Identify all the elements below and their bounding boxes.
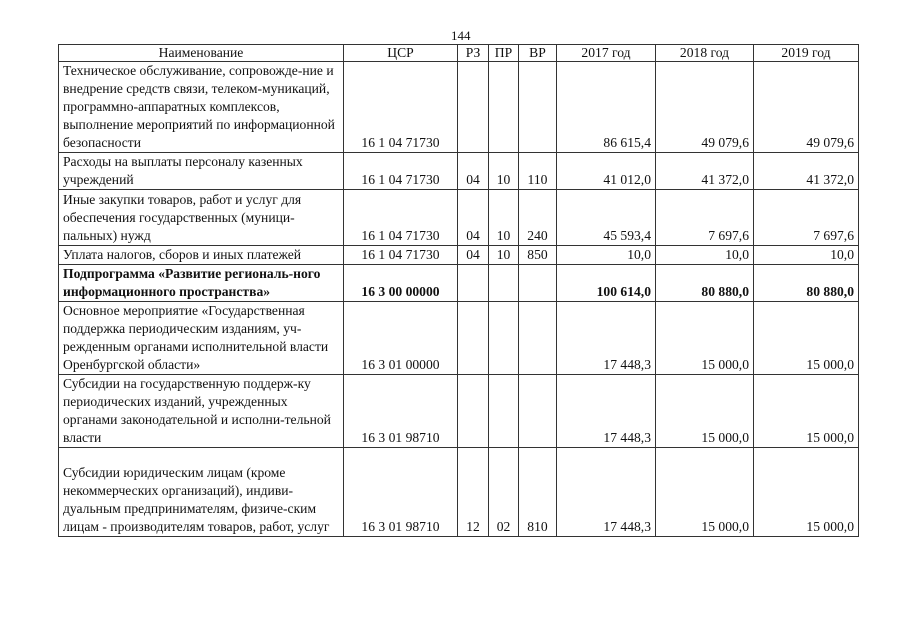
table-row <box>59 246 859 265</box>
table-header-row <box>59 45 859 62</box>
row-vr-cell <box>519 62 557 153</box>
row-name-cell: Субсидии юридическим лицам (кроме некоммерческих организаций), индиви-дуальным предпринимателям, физиче-ским лицам - производителям товаров, работ, услуг <box>59 448 344 537</box>
row-pr-cell <box>489 375 519 448</box>
row-2018-cell: 49 079,6 <box>656 62 754 153</box>
row-2018-cell: 41 372,0 <box>656 153 754 190</box>
row-pr-cell <box>489 62 519 153</box>
table-row <box>59 302 859 375</box>
table-row <box>59 265 859 302</box>
row-csr-cell: 16 3 01 00000 <box>344 302 458 375</box>
row-vr-cell <box>519 265 557 302</box>
row-2019-cell: 80 880,0 <box>754 265 859 302</box>
row-csr-cell: 16 1 04 71730 <box>344 190 458 246</box>
row-2018-cell: 10,0 <box>656 246 754 265</box>
row-vr-cell: 850 <box>519 246 557 265</box>
row-vr-cell <box>519 302 557 375</box>
row-vr-cell <box>519 375 557 448</box>
header-2019: 2019 год <box>754 45 859 62</box>
page-number: 144 <box>451 28 471 43</box>
row-rz-cell: 04 <box>458 246 489 265</box>
row-rz-cell <box>458 62 489 153</box>
row-rz-cell <box>458 265 489 302</box>
row-2019-cell: 10,0 <box>754 246 859 265</box>
table-row <box>59 448 859 537</box>
row-2017-cell: 10,0 <box>557 246 656 265</box>
row-name-cell: Уплата налогов, сборов и иных платежей <box>59 246 344 265</box>
row-pr-cell <box>489 265 519 302</box>
row-2018-cell: 15 000,0 <box>656 302 754 375</box>
row-pr-cell: 02 <box>489 448 519 537</box>
table-row <box>59 375 859 448</box>
row-rz-cell: 12 <box>458 448 489 537</box>
row-name-cell: Субсидии на государственную поддерж-ку периодических изданий, учрежденных органами законодательной и исполни-тельной власти <box>59 375 344 448</box>
row-2018-cell: 80 880,0 <box>656 265 754 302</box>
header-rz: РЗ <box>458 45 489 62</box>
row-2017-cell: 17 448,3 <box>557 302 656 375</box>
row-pr-cell: 10 <box>489 153 519 190</box>
row-rz-cell <box>458 375 489 448</box>
row-2017-cell: 17 448,3 <box>557 375 656 448</box>
row-csr-cell: 16 3 01 98710 <box>344 375 458 448</box>
row-rz-cell: 04 <box>458 190 489 246</box>
row-pr-cell: 10 <box>489 246 519 265</box>
row-vr-cell: 240 <box>519 190 557 246</box>
row-2017-cell: 45 593,4 <box>557 190 656 246</box>
row-csr-cell: 16 3 00 00000 <box>344 265 458 302</box>
row-2019-cell: 15 000,0 <box>754 448 859 537</box>
header-csr: ЦСР <box>344 45 458 62</box>
row-2019-cell: 15 000,0 <box>754 375 859 448</box>
row-2018-cell: 7 697,6 <box>656 190 754 246</box>
table-row <box>59 62 859 153</box>
row-vr-cell: 810 <box>519 448 557 537</box>
row-name-cell: Основное мероприятие «Государственная поддержка периодическим изданиям, уч-режденным органами исполнительной власти Оренбургской области» <box>59 302 344 375</box>
header-2017: 2017 год <box>557 45 656 62</box>
table-row <box>59 190 859 246</box>
row-name-cell: Расходы на выплаты персоналу казенных учреждений <box>59 153 344 190</box>
row-2018-cell: 15 000,0 <box>656 375 754 448</box>
row-2018-cell: 15 000,0 <box>656 448 754 537</box>
header-pr: ПР <box>489 45 519 62</box>
budget-table <box>58 44 859 537</box>
row-2019-cell: 7 697,6 <box>754 190 859 246</box>
row-2017-cell: 86 615,4 <box>557 62 656 153</box>
header-vr: ВР <box>519 45 557 62</box>
row-name-cell: Иные закупки товаров, работ и услуг для обеспечения государственных (муници-пальных) нужд <box>59 190 344 246</box>
header-name: Наименование <box>59 45 344 62</box>
row-name-cell: Подпрограмма «Развитие региональ-ного информационного пространства» <box>59 265 344 302</box>
row-csr-cell: 16 1 04 71730 <box>344 62 458 153</box>
row-pr-cell: 10 <box>489 190 519 246</box>
row-csr-cell: 16 1 04 71730 <box>344 246 458 265</box>
row-2017-cell: 100 614,0 <box>557 265 656 302</box>
row-2019-cell: 15 000,0 <box>754 302 859 375</box>
row-csr-cell: 16 3 01 98710 <box>344 448 458 537</box>
row-2017-cell: 41 012,0 <box>557 153 656 190</box>
row-csr-cell: 16 1 04 71730 <box>344 153 458 190</box>
row-2017-cell: 17 448,3 <box>557 448 656 537</box>
header-2018: 2018 год <box>656 45 754 62</box>
row-2019-cell: 41 372,0 <box>754 153 859 190</box>
row-2019-cell: 49 079,6 <box>754 62 859 153</box>
table-row <box>59 153 859 190</box>
row-name-cell: Техническое обслуживание, сопровожде-ние и внедрение средств связи, телеком-муникаций, программно-аппаратных комплексов, выполнение мероприятий по информационной безопасности <box>59 62 344 153</box>
row-pr-cell <box>489 302 519 375</box>
row-rz-cell <box>458 302 489 375</box>
row-rz-cell: 04 <box>458 153 489 190</box>
row-vr-cell: 110 <box>519 153 557 190</box>
